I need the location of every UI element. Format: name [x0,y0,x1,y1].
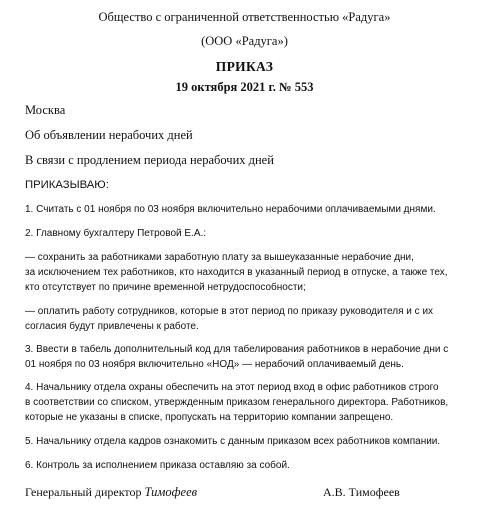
item-2-sub-1-line-3: кто отсутствует по причине временной нетрудоспособности; [25,282,306,293]
signature-block [25,485,197,499]
item-2-sub-2-line-2: согласия будут привлечены к работе. [25,321,199,332]
item-5: 5. Начальнику отдела кадров ознакомить с данным приказом всех работников компании. [25,436,441,447]
document-title: ПРИКАЗ [215,59,274,74]
item-3-line-2: 01 ноября по 03 ноября включительно «НОД» — нерабочий оплачиваемый день. [25,359,404,370]
item-1: 1. Считать с 01 ноября по 03 ноября включительно нерабочими оплачиваемыми днями. [25,204,436,215]
item-4-line-1: 4. Начальнику отдела охраны обеспечить на этот период вход в офис работников строго [25,382,439,393]
item-4-line-3: которые не указаны в списке, пропускать на территорию компании запрещено. [25,412,394,423]
item-2-sub-1-line-1: — сохранить за работниками заработную плату за вышеуказанные нерабочие дни, [25,252,414,263]
item-2: 2. Главному бухгалтеру Петровой Е.А.: [25,228,207,239]
item-4-line-2: в соответствии со списком, утвержденным приказом генерального директора. Работников, [25,397,449,408]
document-date-number: 19 октября 2021 г. № 553 [175,80,314,94]
item-6: 6. Контроль за исполнением приказа оставляю за собой. [25,460,290,471]
signatory-name: А.В. Тимофеев [323,485,400,499]
organization-full-name: Общество с ограниченной ответственностью «Радуга» [98,10,391,24]
item-2-sub-1-line-2: за исключением тех работников, кто находится в указанный период в отпуске, а также тех, [25,267,448,278]
order-subject: Об объявлении нерабочих дней [25,128,193,142]
item-2-sub-2-line-1: — оплатить работу сотрудников, которые в этот период по приказу руководителя и с их [25,306,434,317]
order-command: ПРИКАЗЫВАЮ: [25,179,109,191]
order-reason: В связи с продлением периода нерабочих дней [25,153,274,167]
organization-short-name: (ООО «Радуга») [201,34,288,48]
city: Москва [25,103,66,117]
handwritten-signature: Тимофеев [144,485,198,499]
item-3-line-1: 3. Ввести в табель дополнительный код для табелирования работников в нерабочие дни с [25,344,449,355]
signatory-position: Генеральный директор [25,485,142,499]
